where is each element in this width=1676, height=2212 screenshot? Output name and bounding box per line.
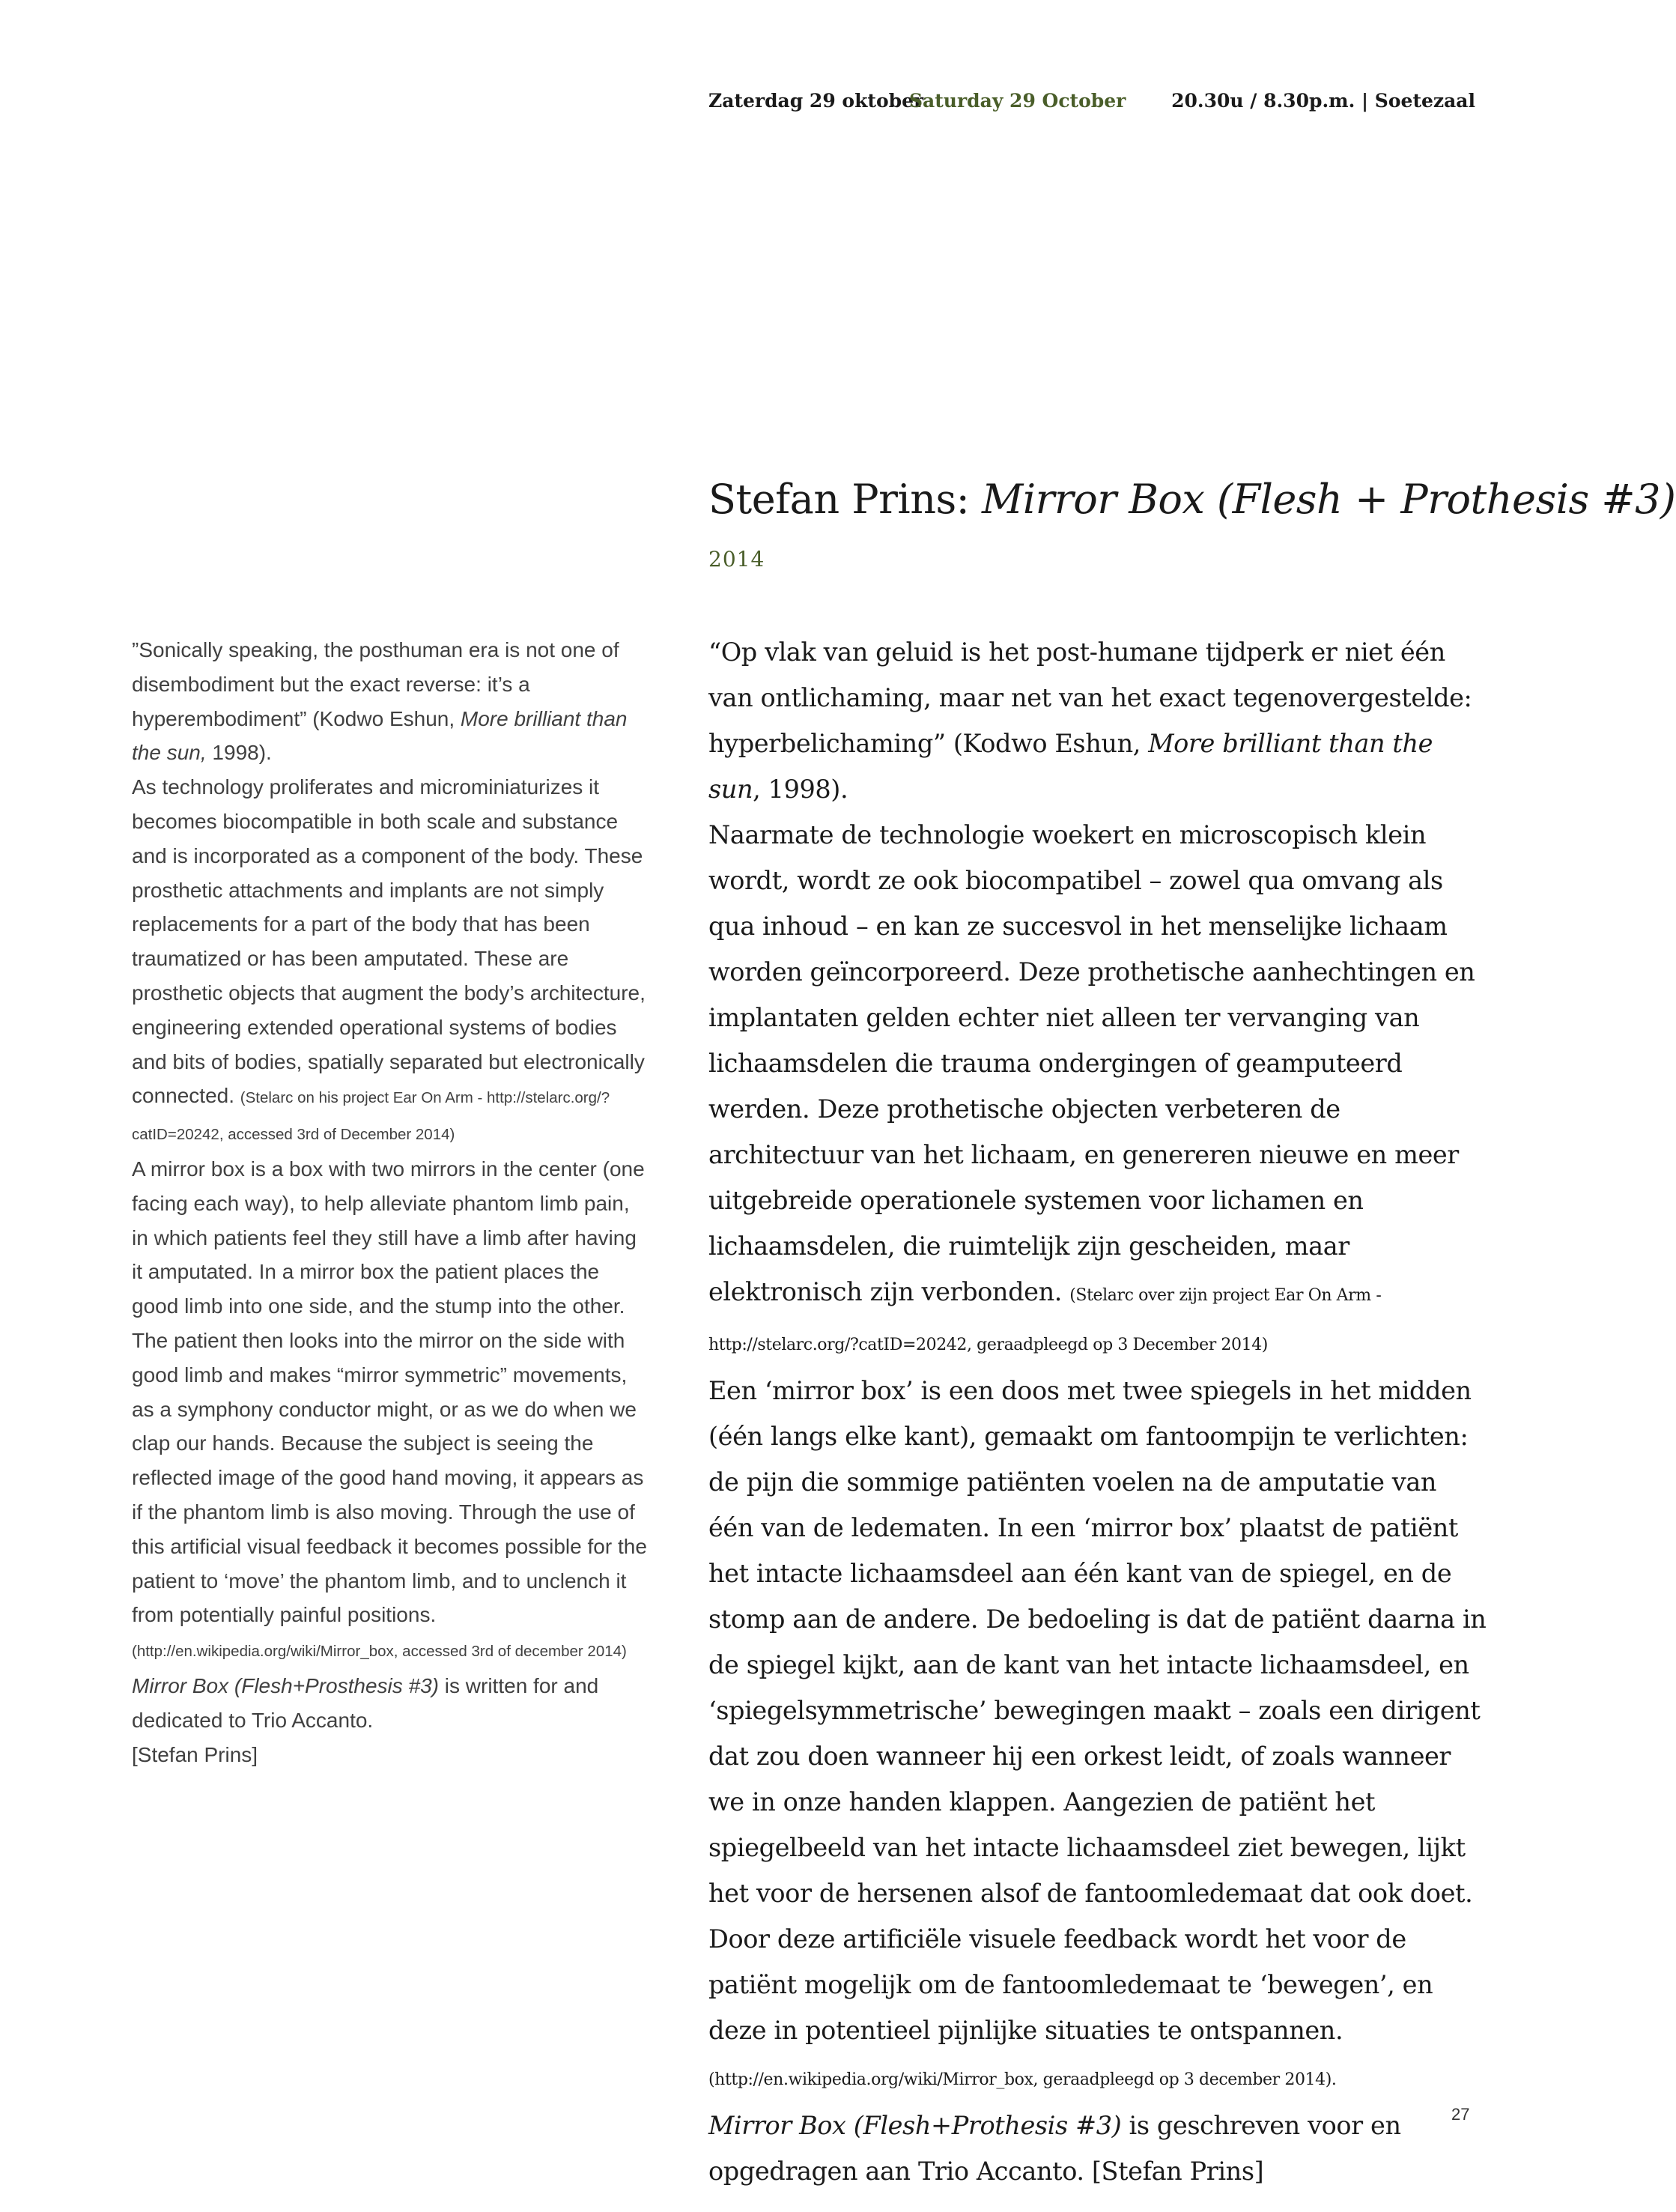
- dutch-paragraph-mirrorbox: [708, 1368, 1487, 2103]
- dutch-quote-text: “Op vlak van geluid is het post-humane tijdperk er niet één van ontlichaming, maar net van het exact tegenovergestelde: hyperbelichaming” (Kodwo Eshun,: [708, 637, 1472, 758]
- english-quote-end: 1998).: [206, 741, 272, 765]
- english-book-title: More brilliant than the sun,: [132, 706, 628, 765]
- english-column: [132, 633, 649, 1772]
- english-quote: [132, 633, 649, 770]
- english-stelarc-text: As technology proliferates and microminiaturizes it becomes biocompatible in both scale and substance and is incorporated as a component of the body. These prosthetic attachments and implants are not simply replacements for a part of the body that has been traumatized or has been amputated. These are prosthetic objects that augment the body’s architecture, engineering extended operational systems of bodies and bits of bodies, spatially separated but electronically connected.: [132, 775, 646, 1108]
- year: 2014: [708, 547, 765, 572]
- composer-name: Stefan Prins:: [708, 476, 983, 523]
- time-venue: 20.30u / 8.30p.m. | Soetezaal: [1171, 90, 1475, 112]
- work-title: Mirror Box (Flesh + Prothesis #3): [982, 476, 1676, 523]
- date-dutch: Zaterdag 29 oktober: [708, 90, 924, 112]
- english-dedication: [132, 1669, 649, 1738]
- dutch-column: [708, 629, 1487, 2194]
- english-mirrorbox-text: A mirror box is a box with two mirrors in the center (one facing each way), to help alleviate phantom limb pain, in which patients feel they still have a limb after having it amputated. In a mirror box the patient places the good limb into one side, and the stump into the other. The patient then looks into the mirror on the side with good limb and makes “mirror symmetric” movements, as a symphony conductor might, or as we do when we clap our hands. Because the subject is seeing the reflected image of the good hand moving, it appears as if the phantom limb is also moving. Through the use of this artificial visual feedback it becomes possible for the patient to ‘move’ the phantom limb, and to unclench it from potentially painful positions.: [132, 1157, 647, 1627]
- dutch-quote: [708, 629, 1487, 812]
- english-paragraph-stelarc: [132, 770, 649, 1152]
- english-dedication-text: is written for and dedicated to Trio Accanto.: [132, 1673, 599, 1732]
- dutch-work-title: Mirror Box (Flesh+Prothesis #3): [708, 2111, 1122, 2140]
- dutch-stelarc-text: Naarmate de technologie woekert en microscopisch klein wordt, wordt ze ook biocompatibel – zowel qua omvang als qua inhoud – en kan ze succesvol in het menselijke lichaam worden geïncorporeerd. Deze prothetische aanhechtingen en implantaten gelden echter niet alleen ter vervanging van lichaamsdelen die trauma ondergingen of geamputeerd werden. Deze prothetische objecten verbeteren de architectuur van het lichaam, en genereren nieuwe en meer uitgebreide operationele systemen voor lichamen en lichaamsdelen, die ruimtelijk zijn gescheiden, maar elektronisch zijn verbonden.: [708, 820, 1475, 1306]
- english-quote-text: ”Sonically speaking, the posthuman era is not one of disembodiment but the exact reverse: it’s a hyperembodiment” (Kodwo Eshun,: [132, 638, 619, 730]
- english-paragraph-mirrorbox: [132, 1152, 649, 1669]
- dutch-dedication: [708, 2103, 1487, 2194]
- dutch-book-title: More brilliant than the sun: [708, 729, 1433, 804]
- dutch-wikipedia-source: (http://en.wikipedia.org/wiki/Mirror_box, geraadpleegd op 3 december 2014).: [708, 2070, 1337, 2089]
- english-wikipedia-source: (http://en.wikipedia.org/wiki/Mirror_box, accessed 3rd of december 2014): [132, 1643, 627, 1661]
- dutch-mirrorbox-text: Een ‘mirror box’ is een doos met twee spiegels in het midden (één langs elke kant), gemaakt om fantoompijn te verlichten: de pijn die sommige patiënten voelen na de amputatie van één van de ledematen. In een ‘mirror box’ plaatst de patiënt het intacte lichaamsdeel aan één kant van de spiegel, en de stomp aan de andere. De bedoeling is dat de patiënt daarna in de spiegel kijkt, aan de kant van het intacte lichaamsdeel, en ‘spiegelsymmetrische’ bewegingen maakt – zoals een dirigent dat zou doen wanneer hij een orkest leidt, of zoals wanneer we in onze handen klappen. Aangezien de patiënt het spiegelbeeld van het intacte lichaamsdeel ziet bewegen, lijkt het voor de hersenen alsof de fantoomledemaat dat ook doet. Door deze artificiële visuele feedback wordt het voor de patiënt mogelijk om de fantoomledemaat te ‘bewegen’, en deze in potentieel pijnlijke situaties te ontspannen.: [708, 1376, 1487, 2045]
- dutch-paragraph-stelarc: [708, 812, 1487, 1368]
- english-stelarc-source: (Stelarc on his project Ear On Arm - http://stelarc.org/?catID=20242, accessed 3rd of December 2014): [132, 1089, 610, 1144]
- page-number: 27: [1451, 2105, 1470, 2124]
- page-title: [708, 476, 1676, 523]
- english-signature: [Stefan Prins]: [132, 1742, 258, 1766]
- english-work-title: Mirror Box (Flesh+Prosthesis #3): [132, 1673, 440, 1697]
- dutch-dedication-text: is geschreven voor en opgedragen aan Trio Accanto. [Stefan Prins]: [708, 2111, 1401, 2186]
- dutch-quote-end: , 1998).: [753, 775, 848, 804]
- dutch-stelarc-source: (Stelarc over zijn project Ear On Arm - http://stelarc.org/?catID=20242, geraadpleegd op 3 December 2014): [708, 1286, 1382, 1354]
- page-header: [708, 90, 1475, 120]
- date-english: Saturday 29 October: [909, 90, 1126, 112]
